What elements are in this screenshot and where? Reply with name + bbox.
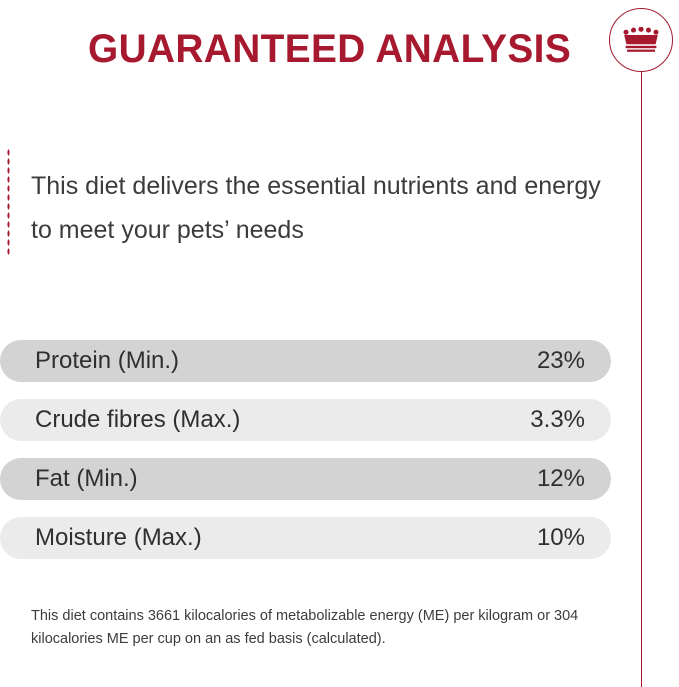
nutrient-name: Protein (Min.): [35, 347, 180, 374]
intro-paragraph: This diet delivers the essential nutrients and energy to meet your pets’ needs: [31, 172, 601, 244]
guaranteed-analysis-table: [0, 340, 611, 576]
table-row: [0, 340, 611, 382]
table-row: [0, 458, 611, 500]
page-title: GUARANTEED ANALYSIS: [88, 27, 572, 71]
footnote-text: This diet contains 3661 kilocalories of metabolizable energy (ME) per kilogram or 304 kilocalories ME per cup on an as fed basis (calculated).: [31, 608, 579, 647]
vertical-divider: [641, 52, 642, 687]
nutrient-name: Fat (Min.): [35, 465, 138, 492]
dotted-accent-marker: [7, 148, 10, 256]
brand-badge: [609, 8, 673, 72]
table-row: [0, 517, 611, 559]
nutrient-name: Crude fibres (Max.): [35, 406, 241, 433]
nutrient-value: 10%: [536, 524, 585, 551]
nutrient-name: Moisture (Max.): [35, 524, 202, 551]
royal-canin-crown-icon: [621, 27, 661, 53]
nutrient-value: 3.3%: [530, 406, 585, 433]
nutrient-value: 23%: [536, 347, 585, 374]
table-row: [0, 399, 611, 441]
nutrient-value: 12%: [536, 465, 585, 492]
